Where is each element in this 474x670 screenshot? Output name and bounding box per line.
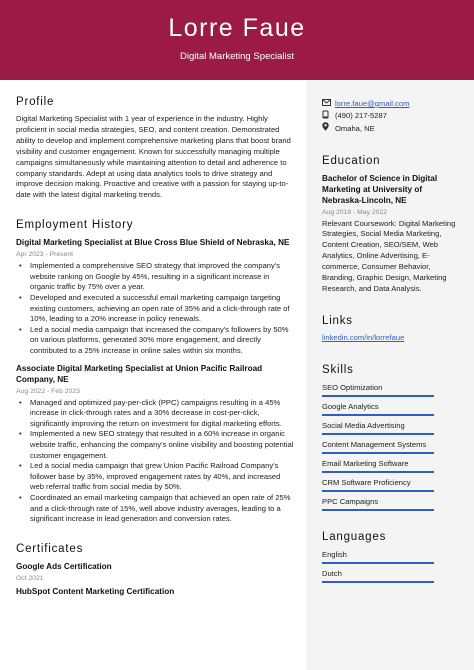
map-pin-icon bbox=[322, 122, 335, 135]
skill-item bbox=[322, 439, 460, 454]
job-bullet: • Led a social media campaign that grew Union Pacific Railroad Company's follower base by 35%, improved engagement rates by 40%, and increased web referral traffic from social media by 50%. bbox=[16, 461, 294, 493]
skill-name: SEO Optimization bbox=[322, 382, 383, 392]
job-entry bbox=[16, 363, 294, 525]
language-level-bar bbox=[322, 581, 434, 583]
contact-email[interactable] bbox=[322, 98, 460, 110]
skill-name: Google Analytics bbox=[322, 401, 379, 411]
language-name: Dutch bbox=[322, 568, 342, 578]
email-link[interactable]: lorre.faue@gmail.com bbox=[335, 99, 410, 108]
skill-name: Email Marketing Software bbox=[322, 458, 409, 468]
certificate-title: Google Ads Certification bbox=[16, 561, 112, 571]
coursework-text: Relevant Coursework: Digital Marketing Strategies, Social Media Marketing, Content Creation, SEO/SEM, Web Analytics, Online Advertising, E-commerce, Consumer Behavior, Branding, Graphic Design, Marketing Research, and Data Analysis. bbox=[322, 218, 456, 293]
language-name: English bbox=[322, 549, 347, 559]
profile-heading: Profile bbox=[16, 96, 55, 108]
phone-icon bbox=[322, 110, 335, 123]
skill-level-bar bbox=[322, 452, 434, 454]
degree-title: Bachelor of Science in Digital Marketing at University of Nebraska-Lincoln, NE bbox=[322, 173, 438, 205]
skills-heading: Skills bbox=[322, 363, 354, 376]
education-heading: Education bbox=[322, 154, 381, 167]
certificate-date: Oct 2021 bbox=[16, 574, 44, 582]
skill-level-bar bbox=[322, 509, 434, 511]
location-text: Omaha, NE bbox=[335, 123, 375, 133]
profile-text: Digital Marketing Specialist with 1 year of experience in the industry. Highly proficient in social media strategies, SEO, and content creation. Demonstrated ability to develop and implement comprehensive marketing plans that boost brand visibility and customer engagement. Known for successfully managing multiple campaigns simultaneously while maintaining attention to detail and adherence to company standards. Adept at using data analytics tools to drive strategy and improve decision making. Proactive and creative with a passion for staying up-to-date with the latest digital marketing trends. bbox=[16, 114, 291, 200]
job-bullet: • Led a social media campaign that increased the company's followers by 50% on various platforms, generated 30% more engagement, and directly contributed to a 25% increase in online sales within six months. bbox=[16, 325, 294, 357]
skill-level-bar bbox=[322, 395, 434, 397]
skill-name: Content Management Systems bbox=[322, 439, 427, 449]
job-title: Associate Digital Marketing Specialist at Union Pacific Railroad Company, NE bbox=[16, 363, 263, 384]
sidebar bbox=[306, 80, 474, 670]
skill-item bbox=[322, 477, 460, 492]
contact-location bbox=[322, 122, 460, 135]
language-item bbox=[322, 568, 460, 583]
phone-text: (490) 217-5287 bbox=[335, 111, 387, 120]
language-item bbox=[322, 549, 460, 564]
job-bullet: • Implemented a new SEO strategy that resulted in a 60% increase in organic website traffic, enhancing the company's online visibility and boosting potential customer engagement. bbox=[16, 429, 294, 461]
resume-header bbox=[0, 0, 474, 80]
job-bullet: • Implemented a comprehensive SEO strategy that improved the company's website ranking on Google by 45%, resulting in a significant increase in organic traffic by 75% over a year. bbox=[16, 261, 294, 293]
skill-name: PPC Campaigns bbox=[322, 496, 379, 506]
job-bullets bbox=[16, 398, 294, 525]
skill-level-bar bbox=[322, 433, 434, 435]
linkedin-link[interactable]: linkedin.com/in/lorrefaue bbox=[322, 332, 405, 342]
skill-item bbox=[322, 382, 460, 397]
skills-list bbox=[322, 382, 460, 511]
job-bullet: • Managed and optimized pay-per-click (PPC) campaigns resulting in a 45% increase in click-through rates and a 30% decrease in cost-per-click, significantly improving the return on investment for digital marketing efforts. bbox=[16, 398, 294, 430]
skill-name: CRM Software Proficiency bbox=[322, 477, 411, 487]
candidate-name: Lorre Faue bbox=[168, 14, 306, 42]
job-date: Aug 2022 - Feb 2023 bbox=[16, 387, 80, 395]
skill-item bbox=[322, 401, 460, 416]
certificate-title: HubSpot Content Marketing Certification bbox=[16, 586, 175, 596]
job-bullet: • Developed and executed a successful email marketing campaign targeting existing customers, achieving an open rate of 35% and a click-through rate of 10%, leading to a 20% increase in policy renewals. bbox=[16, 293, 294, 325]
degree-date: Aug 2018 - May 2022 bbox=[322, 208, 387, 216]
certificates-heading: Certificates bbox=[16, 542, 84, 555]
languages-heading: Languages bbox=[322, 530, 387, 543]
skill-level-bar bbox=[322, 471, 434, 473]
main-column bbox=[16, 96, 294, 597]
links-heading: Links bbox=[322, 314, 353, 327]
skill-item bbox=[322, 458, 460, 473]
skill-level-bar bbox=[322, 414, 434, 416]
job-bullet: • Coordinated an email marketing campaign that achieved an open rate of 25% and a click-through rate of 15%, well above industry averages, leading to a significant increase in lead generation and conversion rates. bbox=[16, 493, 294, 525]
employment-heading: Employment History bbox=[16, 219, 134, 232]
job-title: Digital Marketing Specialist at Blue Cross Blue Shield of Nebraska, NE bbox=[16, 238, 290, 248]
job-entry bbox=[16, 237, 294, 356]
skill-item bbox=[322, 496, 460, 511]
language-level-bar bbox=[322, 562, 434, 564]
skill-item bbox=[322, 420, 460, 435]
job-date: Apr 2023 - Present bbox=[16, 251, 74, 259]
skill-level-bar bbox=[322, 490, 434, 492]
job-bullets bbox=[16, 261, 294, 356]
skill-name: Social Media Advertising bbox=[322, 420, 405, 430]
candidate-role: Digital Marketing Specialist bbox=[179, 51, 295, 62]
envelope-icon bbox=[322, 98, 335, 110]
contact-phone bbox=[322, 110, 460, 123]
